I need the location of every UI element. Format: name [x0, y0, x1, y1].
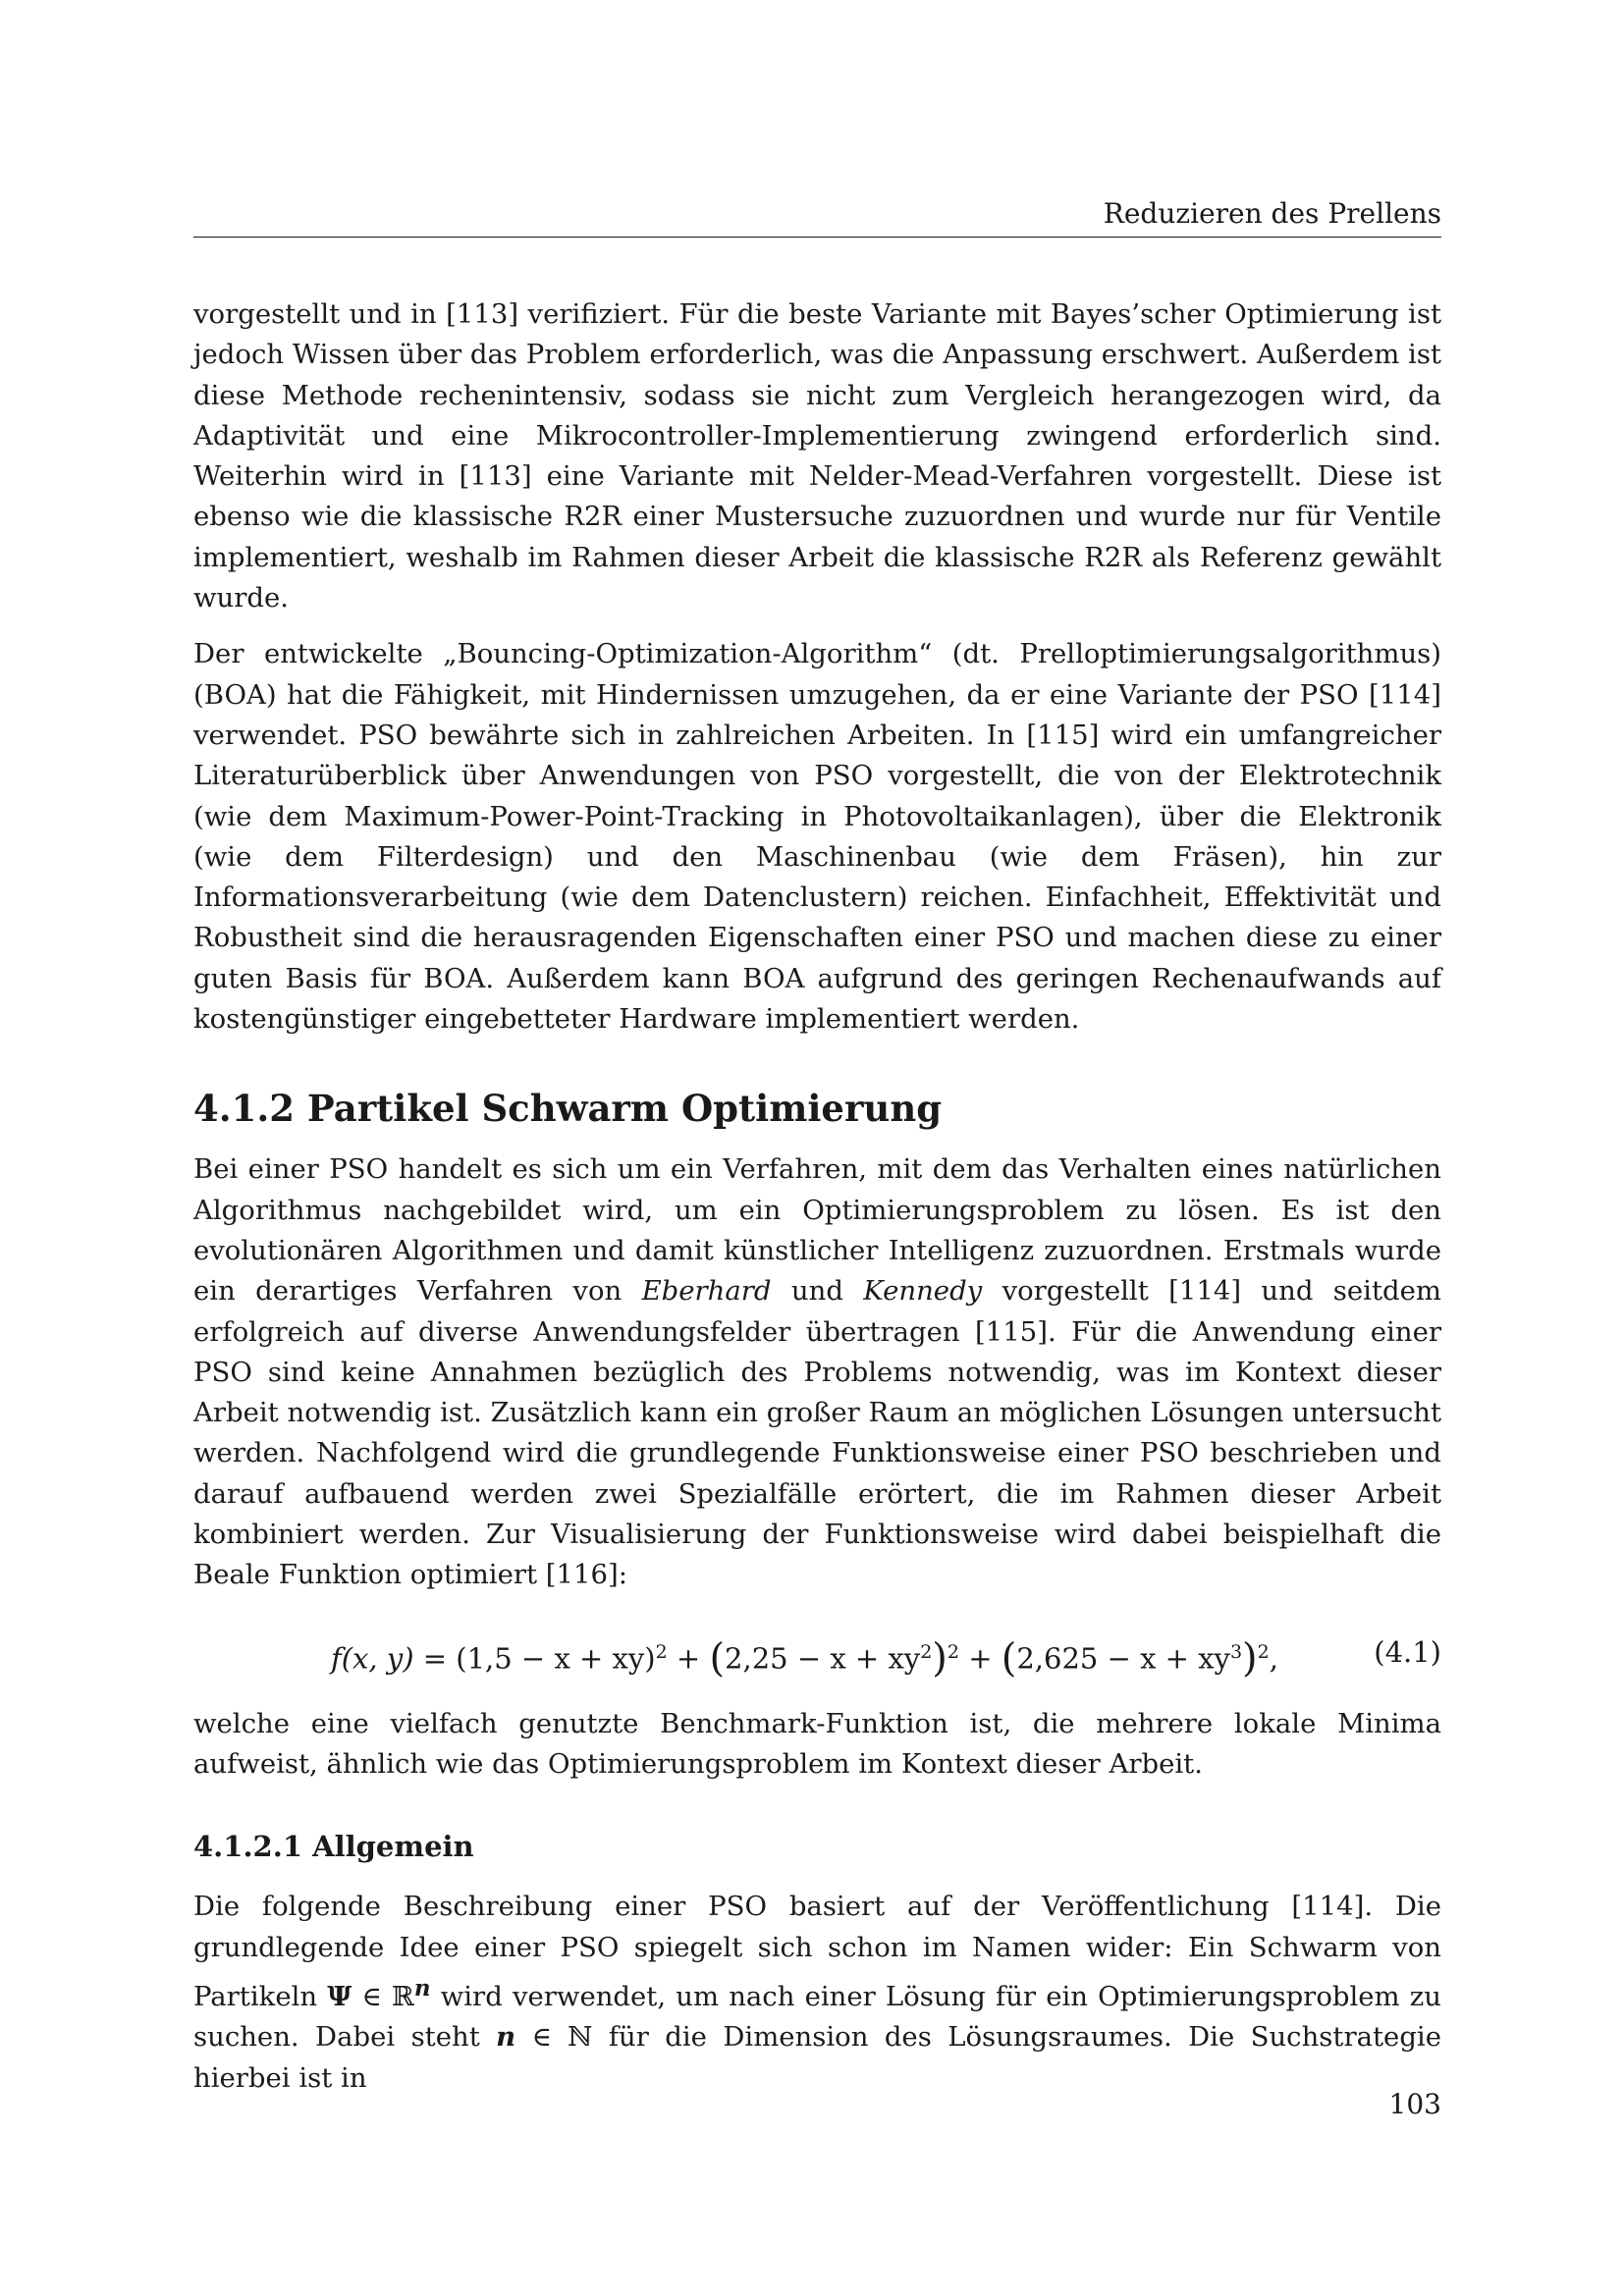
eq-plus-2: + — [958, 1641, 1001, 1676]
subsection-text-1: Die folgende Beschreibung einer PSO basiert auf der Veröffentlichung [114]. Die grundlegende Idee einer PSO spiegelt sich schon im Namen wider: Ein Schwarm von Partikeln — [193, 1891, 1441, 2012]
author-eberhard: Eberhard — [641, 1275, 772, 1308]
paragraph-after-equation: welche eine vielfach genutzte Benchmark-Funktion ist, die mehrere lokale Minima aufweist, ähnlich wie das Optimierungsproblem im Kontext dieser Arbeit. — [193, 1707, 1441, 1780]
eq-term1-exp: 2 — [655, 1640, 668, 1663]
section-number: 4.1.2 — [193, 1087, 295, 1131]
equation-beale — [193, 1614, 1441, 1690]
eq-term2: 2,25 − x + xy — [725, 1641, 921, 1676]
author-kennedy: Kennedy — [863, 1275, 983, 1308]
eq-lhs: f(x, y) = — [331, 1641, 457, 1676]
header-rule — [193, 237, 1441, 238]
eq-term3-inner-exp: 3 — [1229, 1640, 1243, 1663]
section-text-1: Bei einer PSO handelt es sich um ein Verfahren, mit dem das Verhalten eines natürlichen Algorithmus nachgebildet wird, um ein Optimierungsproblem zu lösen. Es ist den evolutionären Algorithmen und damit künstlicher Intelligenz zuzuordnen. Erstmals wurde ein derartiges Verfahren von — [193, 1153, 1441, 1308]
eq-plus-1: + — [667, 1641, 710, 1676]
psi-exponent: n — [413, 1974, 431, 2002]
n-relation: ∈ ℕ — [515, 2021, 593, 2054]
section-paragraph — [193, 1149, 1441, 1595]
eq-term3-exp: 2 — [1257, 1640, 1270, 1663]
section-heading — [193, 1085, 1441, 1132]
paragraph-intro-2: Der entwickelte „Bouncing-Optimization-Algorithm“ (dt. Prelloptimierungsalgorithmus) (BOA) hat die Fähigkeit, mit Hindernissen umzugehen, da er eine Variante der PSO [114] verwendet. PSO bewährte sich in zahlreichen Arbeiten. In [115] wird ein umfangreicher Literaturüberblick über Anwendungen von PSO vorgestellt, die von der Elektrotechnik (wie dem Maximum-Power-Point-Tracking in Photovoltaikanlagen), über die Elektronik (wie dem Filterdesign) und den Maschinenbau (wie dem Fräsen), hin zur Informationsverarbeitung (wie dem Datenclustern) reichen. Einfachheit, Effektivität und Robustheit sind die herausragenden Eigenschaften einer PSO und machen diese zu einer guten Basis für BOA. Außerdem kann BOA aufgrund des geringen Rechenaufwands auf kostengünstiger eingebetteter Hardware implementiert werden. — [193, 638, 1441, 1036]
equation-formula: f(x, $y) = (1,5 - x + xy)^2 + (2,25 - x + xy^2)^2 + (2,625 - x + xy^3)^2$, — [331, 1635, 1278, 1682]
page-number: 103 — [1388, 2088, 1441, 2120]
psi-relation: ∈ ℝ — [352, 1980, 414, 2012]
subsection-paragraph — [193, 1887, 1441, 2099]
subsection-heading — [193, 1826, 1441, 1867]
and-word: und — [790, 1275, 843, 1308]
section-title: Partikel Schwarm Optimierung — [306, 1087, 943, 1131]
equation-number: (4.1) — [1374, 1634, 1441, 1669]
running-header: Reduzieren des Prellens — [1103, 197, 1441, 230]
section-text-2: vorgestellt [114] und seitdem erfolgreich auf diverse Anwendungsfelder übertragen [115]. Für die Anwendung einer PSO sind keine Annahmen bezüglich des Problems notwendig, was im Kontext dieser Arbeit notwendig ist. Zusätzlich kann ein großer Raum an möglichen Lösungen untersucht werden. Nachfolgend wird die grundlegende Funktionsweise einer PSO beschrieben und darauf aufbauend werden zwei Spezialfälle erörtert, die im Rahmen dieser Arbeit kombiniert werden. Zur Visualisierung der Funktionsweise wird dabei beispielhaft die Beale Funktion optimiert [116]: — [193, 1275, 1441, 1591]
psi-symbol: Ψ — [327, 1980, 352, 2012]
subsection-title: Allgemein — [312, 1830, 474, 1864]
eq-term2-exp: 2 — [947, 1640, 959, 1663]
paragraph-intro-1: vorgestellt und in [113] verifiziert. Für die beste Variante mit Bayes’scher Optimierung ist jedoch Wissen über das Problem erforderlich, was die Anpassung erschwert. Außerdem ist diese Methode rechenintensiv, sodass sie nicht zum Vergleich herangezogen wird, da Adaptivität und eine Mikrocontroller-Implementierung zwingend erforderlich sind. Weiterhin wird in [113] eine Variante mit Nelder-Mead-Verfahren vorgestellt. Diese ist ebenso wie die klassische R2R einer Mustersuche zuzuordnen und wurde nur für Ventile implementiert, weshalb im Rahmen dieser Arbeit die klassische R2R als Referenz gewählt wurde. — [193, 298, 1441, 614]
eq-term3: 2,625 − x + xy — [1016, 1641, 1230, 1676]
n-symbol: n — [496, 2021, 516, 2054]
eq-term2-inner-exp: 2 — [920, 1640, 933, 1663]
page-body — [193, 294, 1441, 2099]
subsection-text-2: wird verwendet, um nach einer Lösung für ein Optimierungsproblem zu suchen. Dabei steht — [193, 1980, 1441, 2054]
subsection-number: 4.1.2.1 — [193, 1830, 303, 1864]
document-page — [193, 0, 1441, 2296]
eq-term1: (1,5 − x + xy) — [456, 1641, 656, 1676]
eq-trailing: , — [1269, 1641, 1278, 1676]
subsection-text-3: für die Dimension des Lösungsraumes. Die Suchstrategie hierbei ist in — [193, 2021, 1441, 2094]
